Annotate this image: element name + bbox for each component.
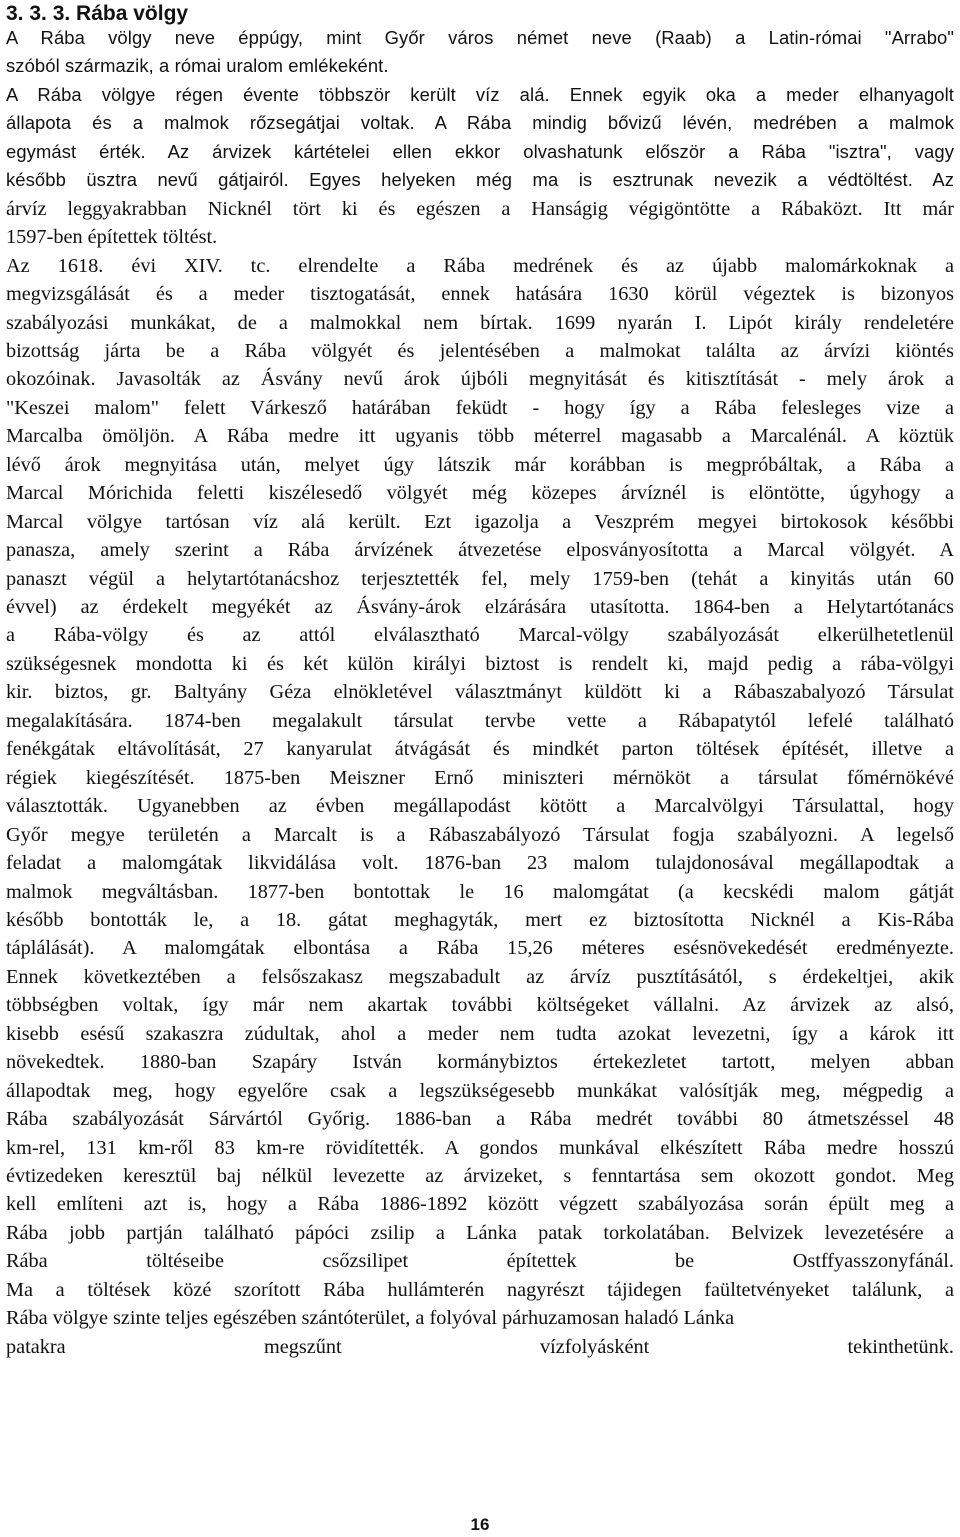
text-line: árvíz leggyakrabban Nicknél tört ki és egészen a Hanságig végigöntötte a Rábaközt. Itt már <box>6 198 954 220</box>
text-line: kell említeni azt is, hogy a Rába 1886-1892 között végzett szabályozása során épült meg a <box>6 1193 954 1215</box>
text-line: megvizsgálását és a meder tisztogatását, ennek hatására 1630 körül végeztek is bizonyos <box>6 283 954 305</box>
text-line: fenékgátak eltávolítását, 27 kanyarulat átvágását és mindkét parton töltések építését, illetve a <box>6 738 954 760</box>
text-line: szükségesnek mondotta ki és két külön királyi biztost is rendelt ki, majd pedig a rába-völgyi <box>6 653 954 675</box>
text-line: panaszt végül a helytartótanácshoz terjesztették fel, mely 1759-ben (tehát a kinyitás után 60 <box>6 568 954 590</box>
text-line: a Rába-völgy és az attól elválasztható Marcal-völgy szabályozását elkerülhetetlenül <box>6 624 954 646</box>
text-line: évtizedeken keresztül baj nélkül levezette az árvizeket, s fenntartása sem okozott gondot. Meg <box>6 1165 954 1187</box>
text-line: állapodtak meg, hogy egyelőre csak a legszükségesebb munkákat valósítják meg, mégpedig a <box>6 1080 954 1102</box>
text-line: okozóinak. Javasolták az Ásvány nevű árok újbóli megnyitását és kitisztítását - mely árok a <box>6 368 954 390</box>
text-line: Rába töltéseibe csőzsilipet építettek be Ostffyasszonyfánál. <box>6 1250 954 1272</box>
text-line: A Rába völgy neve éppúgy, mint Győr város német neve (Raab) a Latin-római "Arrabo" <box>6 27 954 48</box>
text-line: évvel) az érdekelt megyékét az Ásvány-árok elzárására utasította. 1864-ben a Helytartótanács <box>6 596 954 618</box>
text-line: kisebb esésű szakaszra zúdultak, ahol a meder nem tudta azokat levezetni, így a károk itt <box>6 1023 954 1045</box>
text-line: később üsztra nevű gátjairól. Egyes helyeken még ma is esztrunak nevezik a védtöltést. Az <box>6 169 954 190</box>
text-line: egymást érték. Az árvizek kártételei ellen ekkor olvashatunk először a Rába "isztra", vagy <box>6 141 954 162</box>
text-line: bizottság járta be a Rába völgyét és jelentésében a malmokat találta az árvízi kiöntés <box>6 340 954 362</box>
text-line: Győr megye területén a Marcalt is a Rábaszabályozó Társulat fogja szabályozni. A legelső <box>6 824 954 846</box>
text-line: kir. biztos, gr. Baltyány Géza elnökletével választmányt küldött ki a Rábaszabalyozó Társulat <box>6 681 954 703</box>
text-line: választották. Ugyanebben az évben megállapodást kötött a Marcalvölgyi Társulattal, hogy <box>6 795 954 817</box>
text-line: szóból származik, a római uralom emlékeként. <box>6 55 389 76</box>
text-line: Marcalba ömöljön. A Rába medre itt ugyanis több méterrel magasabb a Marcalénál. A köztük <box>6 425 954 447</box>
text-line: később bontották le, a 18. gátat meghagyták, mert ez biztosította Nicknél a Kis-Rába <box>6 909 954 931</box>
text-line: Rába szabályozását Sárvártól Győrig. 1886-ban a Rába medrét további 80 átmetszéssel 48 <box>6 1108 954 1130</box>
text-line: patakra megszűnt vízfolyásként tekinthetünk. <box>6 1336 954 1358</box>
text-line: Rába jobb partján található pápóci zsilip a Lánka patak torkolatában. Belvizek levezetésére a <box>6 1222 954 1244</box>
text-line: megalakítására. 1874-ben megalakult társulat tervbe vette a Rábapatytól lefelé található <box>6 710 954 732</box>
page-number: 16 <box>470 1515 490 1534</box>
section-heading: 3. 3. 3. Rába völgy <box>6 2 189 25</box>
text-line: növekedtek. 1880-ban Szapáry István kormánybiztos értekezletet tartott, melyen abban <box>6 1051 954 1073</box>
text-line: km-rel, 131 km-ről 83 km-re rövidítették. A gondos munkával elkészített Rába medre hosszú <box>6 1137 954 1159</box>
text-line: Marcal Mórichida feletti kiszélesedő völgyét még közepes árvíznél is elöntötte, úgyhogy a <box>6 482 954 504</box>
text-line: lévő árok megnyitása után, melyet úgy látszik már korábban is megpróbáltak, a Rába a <box>6 454 954 476</box>
text-line: állapota és a malmok rőzsegátjai voltak. A Rába mindig bővizű lévén, medrében a malmok <box>6 112 954 133</box>
text-line: táplálását). A malomgátak elbontása a Rába 15,26 méteres esésnövekedését eredményezte. <box>6 937 954 959</box>
text-line: Ma a töltések közé szorított Rába hullámterén nagyrészt tájidegen faültetvényeket találunk, a <box>6 1279 954 1301</box>
text-line: Az 1618. évi XIV. tc. elrendelte a Rába medrének és az újabb malomárkoknak a <box>6 255 954 277</box>
text-line: malmok megváltásban. 1877-ben bontottak le 16 malomgátat (a kecskédi malom gátját <box>6 881 954 903</box>
text-line: 1597-ben építettek töltést. <box>6 226 218 248</box>
text-line: "Keszei malom" felett Várkesző határában feküdt - hogy így a Rába felesleges vize a <box>6 397 954 419</box>
text-line: régiek kiegészítését. 1875-ben Meiszner Ernő miniszteri mérnököt a társulat főmérnökévé <box>6 767 954 789</box>
text-line: szabályozási munkákat, de a malmokkal nem bírtak. 1699 nyarán I. Lipót király rendeletére <box>6 312 954 334</box>
text-line: Rába völgye szinte teljes egészében szántóterület, a folyóval párhuzamosan haladó Lánka <box>6 1307 735 1329</box>
text-line: Marcal völgye tartósan víz alá került. Ezt igazolja a Veszprém megyei birtokosok későbbi <box>6 511 954 533</box>
text-line: A Rába völgye régen évente többször került víz alá. Ennek egyik oka a meder elhanyagolt <box>6 84 954 105</box>
text-line: Ennek következtében a felsőszakasz megszabadult az árvíz pusztításától, s érdekeltjei, akik <box>6 966 954 988</box>
text-line: többségben voltak, így már nem akartak további költségeket vállalni. Az árvizek az alsó, <box>6 994 954 1016</box>
text-line: feladat a malomgátak likvidálása volt. 1876-ban 23 malom tulajdonosával megállapodtak a <box>6 852 954 874</box>
text-line: panasza, amely szerint a Rába árvízének átvezetése elposványosította a Marcal völgyét. A <box>6 539 954 561</box>
